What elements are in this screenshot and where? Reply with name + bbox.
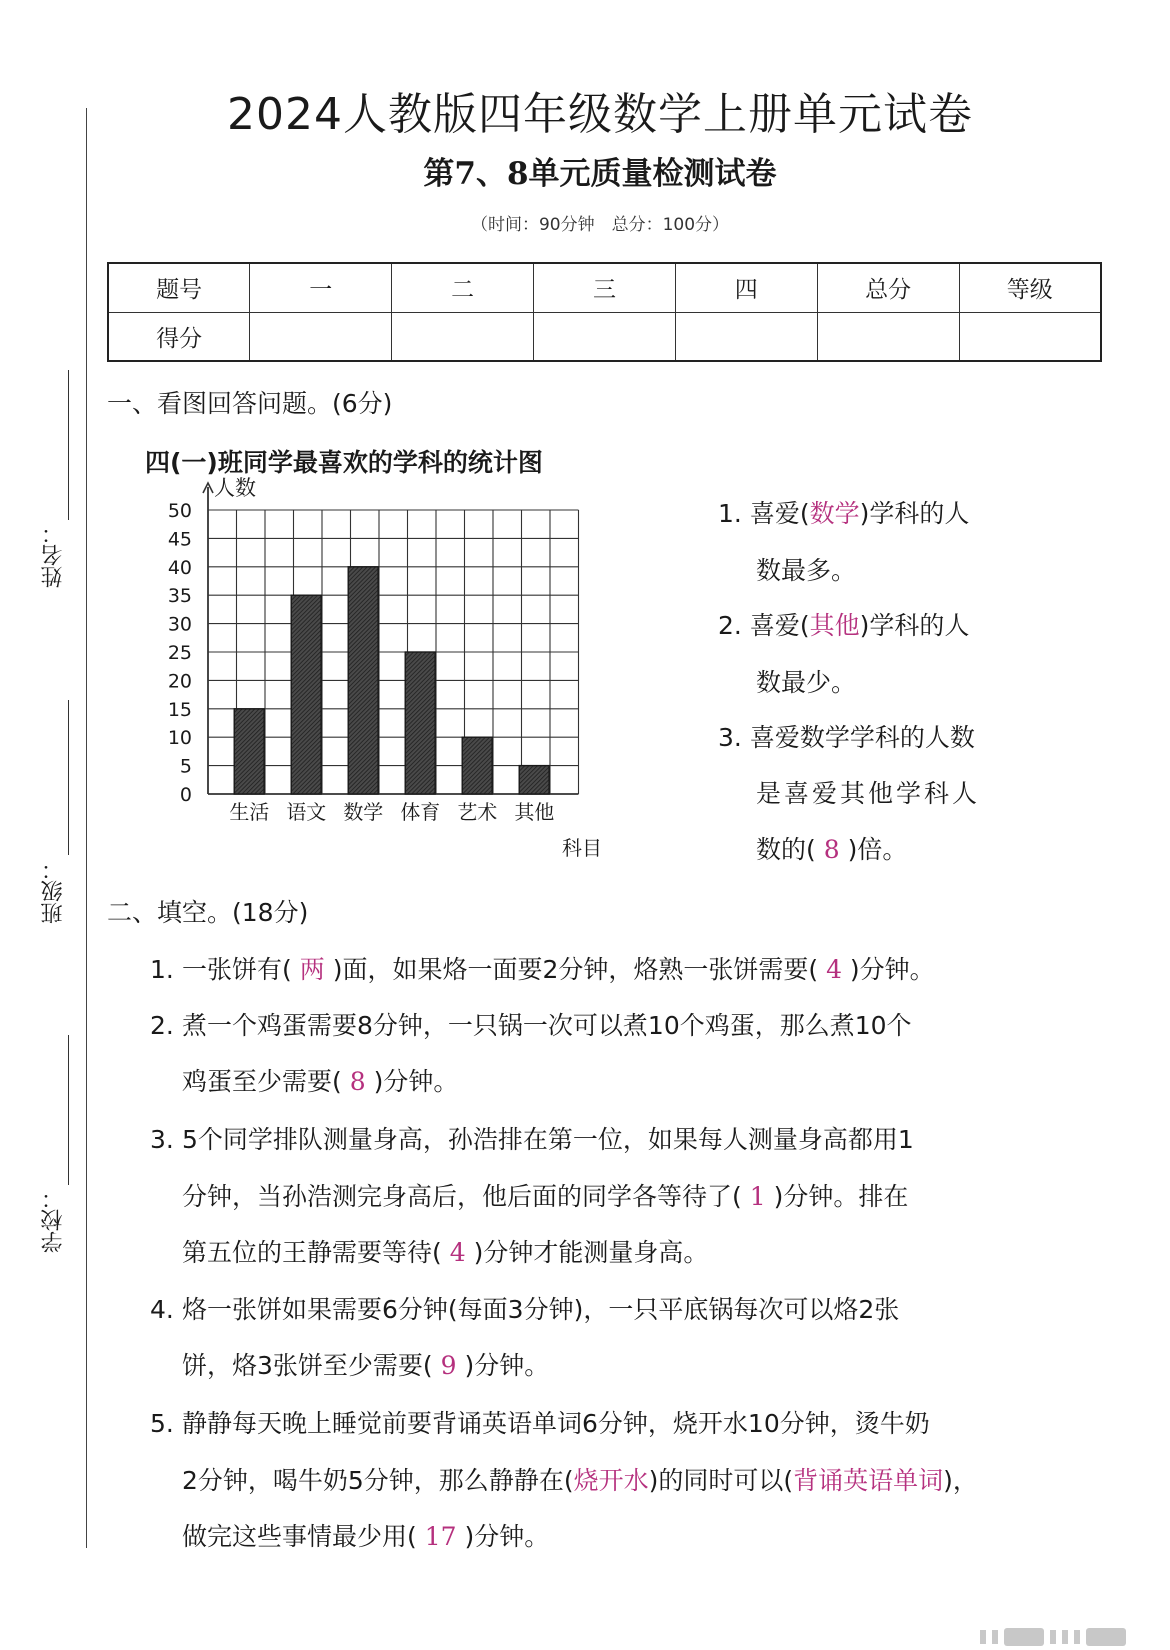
score-input-cell[interactable]: [675, 312, 817, 361]
answer-blank[interactable]: 17: [424, 1522, 457, 1551]
y-tick-label: 35: [167, 585, 192, 608]
question-text: )倍。: [847, 835, 908, 864]
fill-question-2: [150, 1006, 912, 1042]
x-tick-label: 数学: [343, 800, 384, 824]
score-table-score-row: [108, 312, 1101, 361]
table-cell: 一: [250, 263, 392, 312]
x-tick-label: 生活: [229, 800, 270, 824]
y-tick-label: 40: [167, 556, 192, 579]
answer-blank[interactable]: 两: [299, 955, 325, 984]
table-cell: 等级: [959, 263, 1101, 312]
fill-question-5-line2: [182, 1461, 978, 1497]
fill-question-2-line2: [182, 1062, 458, 1098]
school-field-label: 学校：: [41, 1187, 66, 1253]
question-text: 喜爱(: [749, 611, 810, 640]
y-axis-label: 人数: [214, 476, 256, 500]
answer-blank[interactable]: 9: [440, 1351, 457, 1380]
answer-blank[interactable]: 烧开水: [573, 1466, 649, 1495]
question-text: )分钟。: [464, 1522, 550, 1551]
x-tick-label: 体育: [400, 800, 441, 824]
score-input-cell[interactable]: [534, 312, 676, 361]
fill-question-3-line3: [182, 1233, 708, 1269]
class-field-label: 班级：: [41, 858, 66, 924]
question-number: 3.: [150, 1125, 174, 1154]
question-number: 1.: [718, 499, 742, 528]
chart-question-1-line2: 数最多。: [756, 556, 857, 585]
chart-y-ticks: [168, 500, 192, 806]
y-tick-label: 50: [167, 500, 192, 522]
question-text: 烙一张饼如果需要6分钟(每面3分钟)，一只平底锅每次可以烙2张: [182, 1295, 900, 1324]
y-tick-label: 20: [167, 670, 192, 693]
fill-question-3: [150, 1120, 914, 1156]
question-text: 做完这些事情最少用(: [182, 1522, 417, 1551]
school-field[interactable]: [38, 1035, 74, 1260]
question-text: 2分钟，喝牛奶5分钟，那么静静在(: [182, 1466, 574, 1495]
question-number: 3.: [718, 723, 742, 752]
question-text: 一张饼有(: [182, 955, 292, 984]
question-number: 2.: [718, 611, 742, 640]
question-text: 饼，烙3张饼至少需要(: [182, 1351, 433, 1380]
school-field-line: [68, 1035, 69, 1185]
question-number: 1.: [150, 955, 174, 984]
bar-1: [234, 709, 264, 794]
x-axis-label: 科目: [562, 836, 602, 860]
question-text: )面，如果烙一面要2分钟，烙熟一张饼需要(: [332, 955, 819, 984]
table-cell: 题号: [108, 263, 250, 312]
chart-question-2-line2: 数最少。: [756, 668, 857, 697]
table-cell: 总分: [817, 263, 959, 312]
name-field-line: [68, 370, 69, 520]
answer-blank[interactable]: 数学: [809, 499, 860, 528]
answer-blank[interactable]: 1: [749, 1182, 766, 1211]
chart-title: 四(一)班同学最喜欢的学科的统计图: [145, 448, 543, 477]
question-text: 第五位的王静需要等待(: [182, 1238, 442, 1267]
table-cell: 得分: [108, 312, 250, 361]
fill-question-1: [150, 950, 935, 986]
class-field-line: [68, 700, 69, 855]
exam-info: （时间：90分钟 总分：100分）: [470, 215, 730, 235]
answer-blank[interactable]: 4: [826, 955, 842, 984]
question-number: 4.: [150, 1295, 174, 1324]
question-number: 5.: [150, 1409, 174, 1438]
chart-question-3-line3: [756, 834, 907, 867]
question-text: )分钟。: [849, 955, 935, 984]
question-text: 静静每天晚上睡觉前要背诵英语单词6分钟，烧开水10分钟，烫牛奶: [182, 1409, 930, 1438]
fill-question-3-line2: [182, 1177, 908, 1213]
y-tick-label: 45: [167, 528, 192, 551]
score-table-header-row: [108, 263, 1101, 312]
question-text: 数的(: [756, 835, 816, 864]
name-field-label: 姓名：: [41, 522, 66, 588]
score-input-cell[interactable]: [250, 312, 392, 361]
y-tick-label: 10: [167, 727, 192, 750]
fill-question-5-line3: [182, 1517, 549, 1553]
chart-question-1: [718, 498, 969, 531]
bar-3: [348, 567, 378, 794]
x-tick-label: 语文: [286, 800, 327, 824]
question-text: )分钟。: [373, 1067, 459, 1096]
chart-question-3-line2: 是喜爱其他学科人: [756, 779, 981, 808]
chart-question-3: [718, 722, 975, 755]
question-text: 鸡蛋至少需要(: [182, 1067, 342, 1096]
question-text: )学科的人: [859, 611, 970, 640]
table-cell: 四: [675, 263, 817, 312]
chart-question-2: [718, 610, 969, 643]
question-text: 喜爱数学学科的人数: [749, 723, 975, 752]
table-cell: 三: [534, 263, 676, 312]
score-table: [107, 262, 1102, 362]
y-tick-label: 15: [167, 698, 192, 721]
fill-question-4: [150, 1290, 899, 1326]
score-input-cell[interactable]: [959, 312, 1101, 361]
question-text: )分钟。排在: [773, 1182, 909, 1211]
page-subtitle: 第7、8单元质量检测试卷: [423, 156, 777, 192]
fill-question-5: [150, 1404, 930, 1440]
score-input-cell[interactable]: [392, 312, 534, 361]
x-tick-label: 其他: [514, 800, 555, 824]
question-text: 5个同学排队测量身高，孙浩排在第一位，如果每人测量身高都用1: [182, 1125, 914, 1154]
question-text: )的同时可以(: [648, 1466, 794, 1495]
question-number: 2.: [150, 1011, 174, 1040]
bar-chart: [150, 476, 650, 875]
y-tick-label: 30: [167, 613, 192, 636]
table-cell: 二: [392, 263, 534, 312]
question-text: )学科的人: [859, 499, 970, 528]
fill-question-4-line2: [182, 1346, 549, 1382]
section1-heading: 一、看图回答问题。(6分): [107, 389, 393, 418]
chart-x-ticks: [229, 800, 554, 824]
bar-4: [405, 652, 435, 794]
question-text: )分钟才能测量身高。: [473, 1238, 709, 1267]
class-field[interactable]: [38, 700, 74, 930]
bottom-watermark-bar: [0, 1622, 1170, 1650]
y-tick-label: 0: [179, 784, 192, 806]
question-text: 煮一个鸡蛋需要8分钟，一只锅一次可以煮10个鸡蛋，那么煮10个: [182, 1011, 912, 1040]
bar-6: [519, 766, 549, 794]
name-field[interactable]: [38, 370, 74, 595]
bar-2: [291, 595, 321, 794]
bar-5: [462, 737, 492, 794]
x-tick-label: 艺术: [457, 800, 498, 824]
y-tick-label: 25: [167, 642, 192, 664]
answer-blank[interactable]: 8: [349, 1067, 366, 1096]
answer-blank[interactable]: 其他: [809, 611, 860, 640]
question-text: 喜爱(: [749, 499, 810, 528]
answer-blank[interactable]: 背诵英语单词: [793, 1466, 944, 1495]
question-text: 分钟，当孙浩测完身高后，他后面的同学各等待了(: [182, 1182, 742, 1211]
section2-heading: 二、填空。(18分): [107, 898, 309, 927]
binding-line: [86, 108, 87, 1548]
answer-blank[interactable]: 8: [823, 835, 840, 864]
page-title: 2024人教版四年级数学上册单元试卷: [227, 89, 973, 140]
score-input-cell[interactable]: [817, 312, 959, 361]
question-text: )分钟。: [464, 1351, 550, 1380]
y-tick-label: 5: [179, 755, 192, 778]
answer-blank[interactable]: 4: [449, 1238, 466, 1267]
question-text: )，: [943, 1466, 978, 1495]
